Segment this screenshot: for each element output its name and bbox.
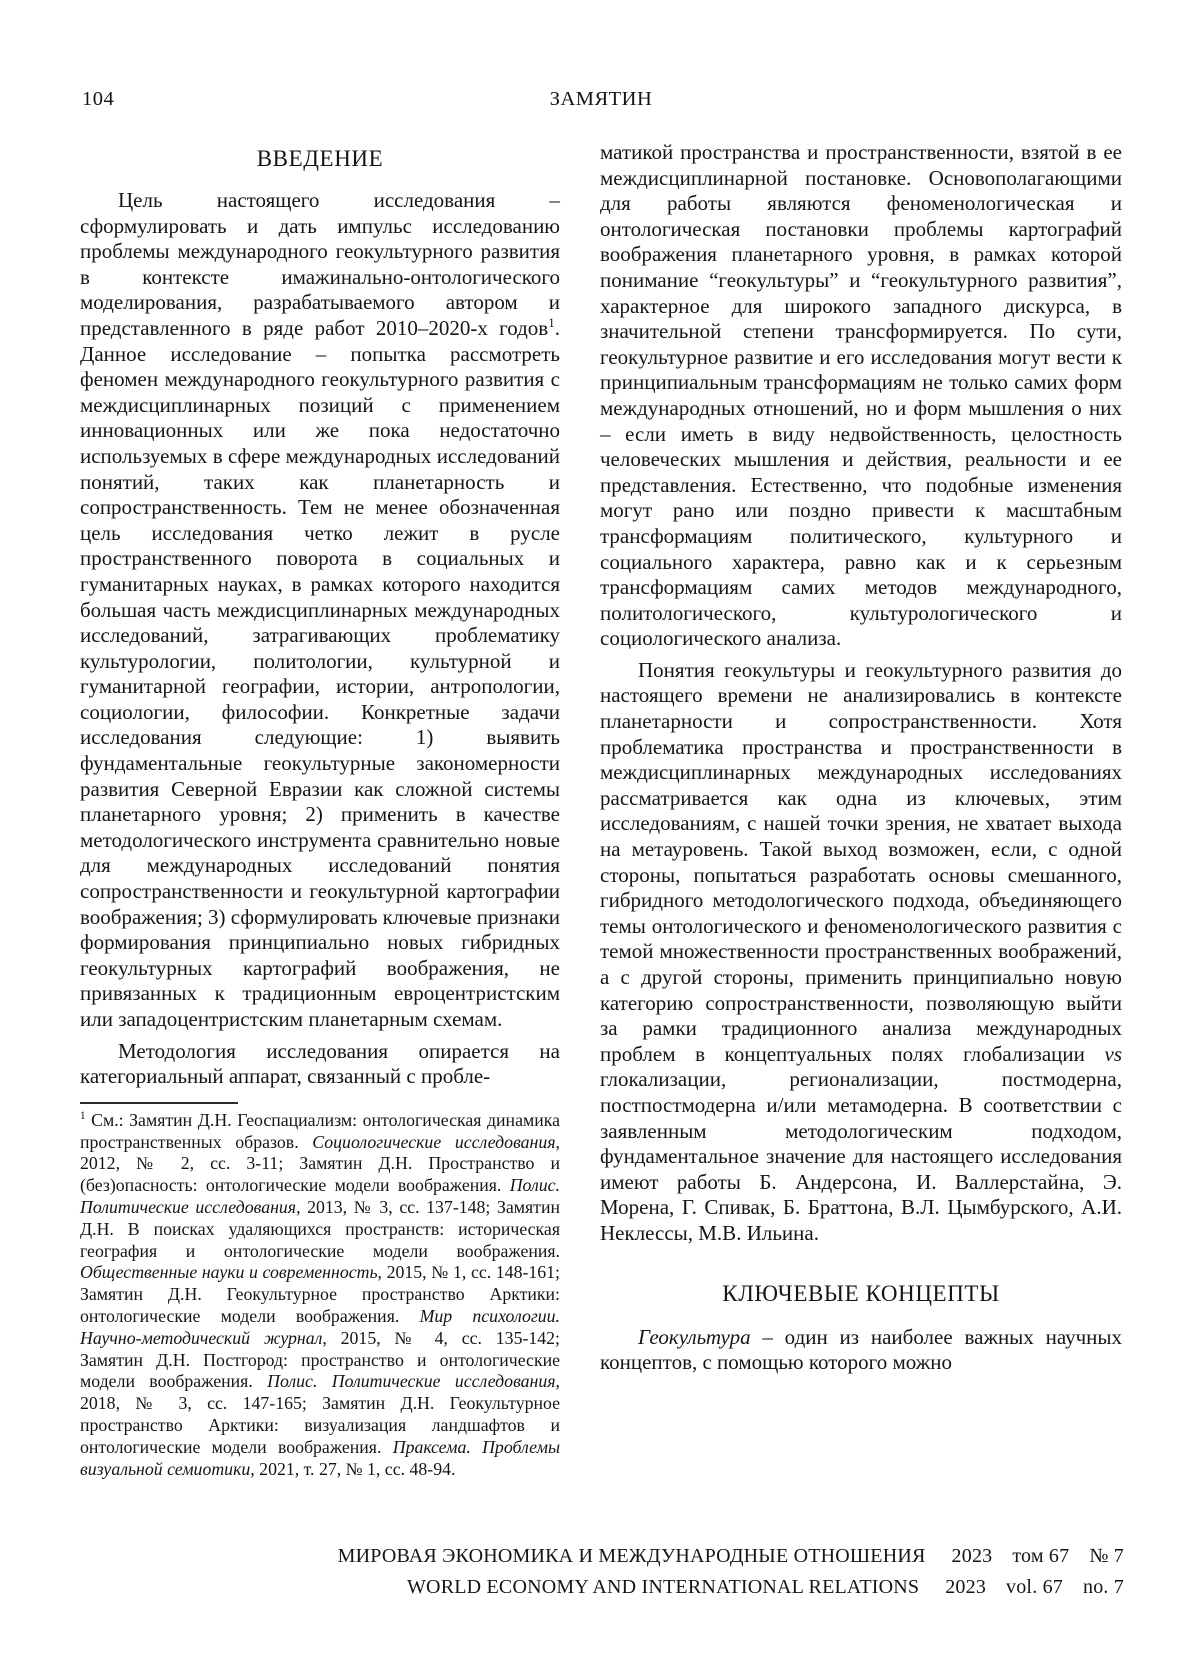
two-column-layout <box>80 140 1122 1480</box>
journal-title-ru: МИРОВАЯ ЭКОНОМИКА И МЕЖДУНАРОДНЫЕ ОТНОШЕНИЯ <box>337 1545 926 1567</box>
right-column <box>600 140 1122 1382</box>
footer-volume-ru: том 67 <box>1012 1545 1070 1567</box>
key-concepts-heading: КЛЮЧЕВЫЕ КОНЦЕПТЫ <box>722 1280 1000 1306</box>
footer-volume-en: vol. 67 <box>1006 1576 1063 1598</box>
journal-title-en: WORLD ECONOMY AND INTERNATIONAL RELATIONS <box>406 1576 920 1598</box>
footer-year-en: 2023 <box>945 1576 987 1598</box>
journal-footer <box>338 1541 1124 1603</box>
footer-line-en <box>338 1572 1124 1603</box>
body-paragraph-continuation: матикой пространства и пространственности, взятой в ее междисциплинарной постановке. Основополагающими для работы являются феноменологическая и онтологическая постановки проблемы картографий воображения планетарного уровня, в рамках которой понимание “геокультуры” и “геокультурного развития”, характерное для широкого западного дискурса, в значительной степени трансформируется. По сути, геокультурное развитие и его исследования могут вести к принципиальным трансформациям не только самих форм международных отношений, но и форм мышления о них – если иметь в виду недвойственность, целостность человеческих мышления и действия, реальности и ее представления. Естественно, что подобные изменения могут рано или поздно привести к масштабным трансформациям политического, культурного и социального характера, равно как и к серьезным трансформациям самих методов международного, политологического, культурологического и социологического анализа. <box>600 140 1122 651</box>
running-head-author: ЗАМЯТИН <box>549 88 653 110</box>
footnote-rule <box>80 1102 238 1104</box>
left-column <box>80 140 560 1480</box>
intro-paragraph-1: Цель настоящего исследования – сформулировать и дать импульс исследованию проблемы международного геокультурного развития в контексте имажинально-онтологического моделирования, разрабатываемого автором и представленного в ряде работ 2010–2020-х годов$^1$. Данное исследование – попытка рассмотреть феномен международного геокультурного развития с междисциплинарных позиций с применением инновационных или же пока недостаточно используемых в сфере международных исследований понятий, таких как планетарность и сопространственность. Тем не менее обозначенная цель исследования четко лежит в русле пространственного поворота в социальных и гуманитарных науках, в рамках которого находится большая часть междисциплинарных международных исследований, затрагивающих проблематику культурологии, политологии, культурной и гуманитарной географии, истории, антропологии, социологии, философии. Конкретные задачи исследования следующие: 1) выявить фундаментальные геокультурные закономерности развития Северной Евразии как сложной системы планетарного уровня; 2) применить в качестве методологического инструмента сравнительно новые для международных исследований понятия сопространственности и геокультурной картографии воображения; 3) сформулировать ключевые признаки формирования принципиально новых гибридных геокультурных картографий воображения, не привязанных к традиционным евроцентристским или западоцентристским планетарным схемам. <box>80 188 560 1031</box>
footer-year-ru: 2023 <box>951 1545 993 1567</box>
introduction-heading: ВВЕДЕНИЕ <box>256 146 384 171</box>
body-paragraph-concepts-intro: Понятия геокультуры и геокультурного развития до настоящего времени не анализировались в контексте планетарности и сопространственности. Хотя проблематика пространства и пространственности в междисциплинарных международных исследованиях рассматривается как одна из ключевых, этим исследованиям, с нашей точки зрения, не хватает выхода на метауровень. Такой выход возможен, если, с одной стороны, попытаться разработать основы смешанного, гибридного методологического подхода, объединяющего темы онтологического и феноменологического развития с темой множественности пространственных воображений, а с другой стороны, применить принципиально новую категорию сопространственности, позволяющую выйти за рамки традиционного анализа международных проблем в концептуальных полях глобализации vs глокализации, регионализации, постмодерна, постпостмодерна и/или метамодерна. В соответствии с заявленным методологическим подходом, фундаментальное значение для настоящего исследования имеют работы Б. Андерсона, И. Валлерстайна, Э. Морена, Г. Спивак, Б. Браттона, В.Л. Цымбурского, А.И. Неклессы, М.В. Ильина. <box>600 657 1122 1245</box>
footer-line-ru <box>338 1541 1124 1572</box>
footer-issue-ru: № 7 <box>1089 1545 1124 1567</box>
page-number: 104 <box>82 88 115 110</box>
intro-paragraph-2: Методология исследования опирается на категориальный аппарат, связанный с пробле- <box>80 1038 560 1089</box>
running-header <box>80 88 1122 116</box>
footer-issue-en: no. 7 <box>1083 1576 1124 1598</box>
key-concepts-paragraph-1: Геокультура – один из наиболее важных научных концептов, с помощью которого можно <box>600 1324 1122 1375</box>
footnote-text: $^1$ См.: Замятин Д.Н. Геоспациализм: онтологическая динамика пространственных образов. Социологические исследования, 2012, № 2, сс. 3-11; Замятин Д.Н. Пространство и (без)опасность: онтологические модели воображения. Полис. Политические исследования, 2013, № 3, сс. 137-148; Замятин Д.Н. В поисках удаляющихся пространств: историческая география и онтологические модели воображения. Общественные науки и современность, 2015, № 1, сс. 148-161; Замятин Д.Н. Геокультурное пространство Арктики: онтологические модели воображения. Мир психологии. Научно-методический журнал, 2015, № 4, сс. 135-142; Замятин Д.Н. Постгород: пространство и онтологические модели воображения. Полис. Политические исследования, 2018, № 3, сс. 147-165; Замятин Д.Н. Геокультурное пространство Арктики: визуализация ландшафтов и онтологические модели воображения. Праксема. Проблемы визуальной семиотики, 2021, т. 27, № 1, сс. 48-94. <box>80 1109 561 1479</box>
